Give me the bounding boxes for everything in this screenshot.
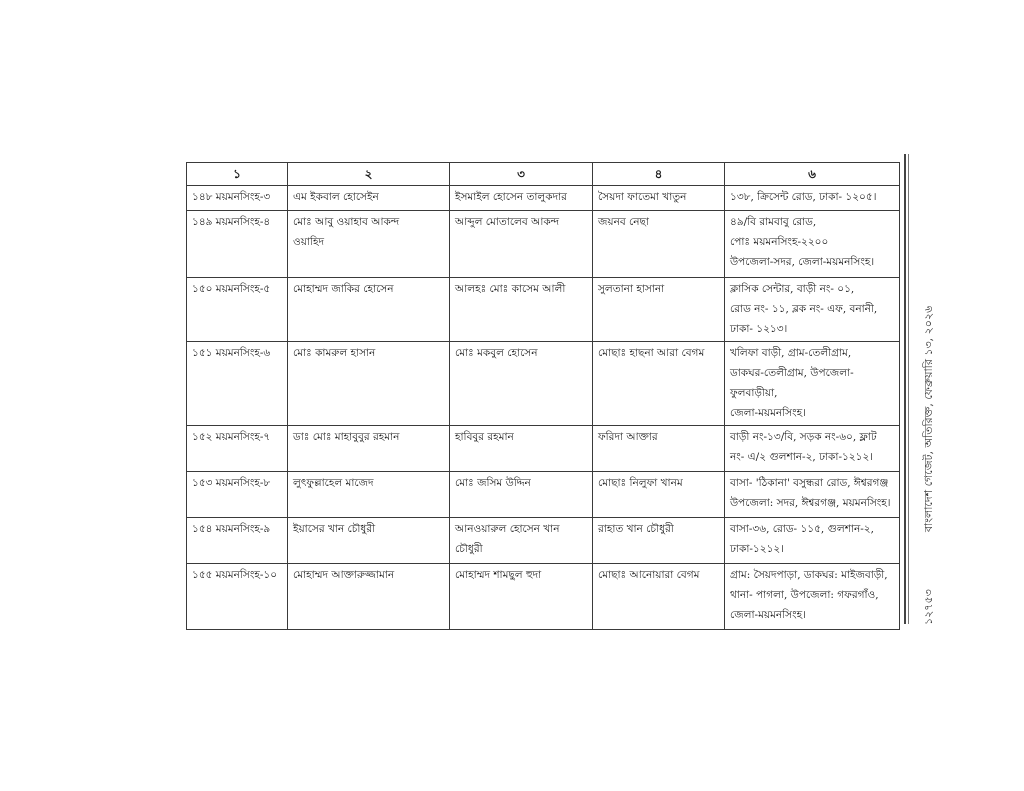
constituency-cell: ১৫৩ ময়মনসিংহ-৮ [187, 472, 288, 518]
column-header-2: ২ [288, 163, 450, 186]
constituency-cell: ১৫১ ময়মনসিংহ-৬ [187, 342, 288, 426]
father-name-cell: মোহাম্মদ শামছুল হুদা [450, 564, 593, 630]
mother-name-cell: সুলতানা হাসানা [593, 278, 725, 342]
running-header: বাংলাদেশ গেজেট, অতিরিক্ত, ফেব্রুয়ারি ১৩, ২০২৬ [922, 305, 935, 532]
mother-name-cell: মোছাঃ আনোয়ারা বেগম [593, 564, 725, 630]
table-row [187, 518, 900, 564]
margin-rule-thick [904, 154, 906, 624]
member-name-cell: এম ইকবাল হোসেইন [288, 186, 450, 211]
members-table [186, 162, 900, 630]
member-name-cell: মোহাম্মদ আক্তারুজ্জামান [288, 564, 450, 630]
member-name-cell: ইয়াসের খান চৌধুরী [288, 518, 450, 564]
column-header-1: ১ [187, 163, 288, 186]
address-cell: বাসা-৩৬, রোড- ১১৫, গুলশান-২, ঢাকা-১২১২। [725, 518, 900, 564]
address-cell: ১৩৮, ক্রিসেন্ট রোড, ঢাকা- ১২০৫। [725, 186, 900, 211]
mother-name-cell: মোছাঃ হাছনা আরা বেগম [593, 342, 725, 426]
member-name-cell: লুৎফুল্লাহেল মাজেদ [288, 472, 450, 518]
father-name-cell: মোঃ জসিম উদ্দিন [450, 472, 593, 518]
address-cell: ৪৯/বি রামবাবু রোড, পোঃ ময়মনসিংহ-২২০০ উপজেলা-সদর, জেলা-ময়মনসিংহ। [725, 211, 900, 278]
margin-rule-thin [908, 154, 909, 624]
mother-name-cell: জয়নব নেছা [593, 211, 725, 278]
table-row [187, 472, 900, 518]
column-header-4: ৪ [593, 163, 725, 186]
constituency-cell: ১৫৫ ময়মনসিংহ-১০ [187, 564, 288, 630]
constituency-cell: ১৪৮ ময়মনসিংহ-৩ [187, 186, 288, 211]
father-name-cell: আলহঃ মোঃ কাসেম আলী [450, 278, 593, 342]
table-row [187, 426, 900, 472]
father-name-cell: আনওয়ারুল হোসেন খান চৌধুরী [450, 518, 593, 564]
page-number: ১২৭৫৩ [922, 589, 935, 625]
table-row [187, 564, 900, 630]
address-cell: খলিফা বাড়ী, গ্রাম-তেলীগ্রাম, ডাকঘর-তেলীগ্রাম, উপজেলা-ফুলবাড়ীয়া, জেলা-ময়মনসিংহ। [725, 342, 900, 426]
address-cell: গ্রাম: সৈয়দপাড়া, ডাকঘর: মাইজবাড়ী, থানা- পাগলা, উপজেলা: গফরগাঁও, জেলা-ময়মনসিংহ। [725, 564, 900, 630]
father-name-cell: হাবিবুর রহমান [450, 426, 593, 472]
father-name-cell: আব্দুল মোতালেব আকন্দ [450, 211, 593, 278]
table-row [187, 278, 900, 342]
constituency-cell: ১৪৯ ময়মনসিংহ-৪ [187, 211, 288, 278]
member-name-cell: মোঃ কামরুল হাসান [288, 342, 450, 426]
member-name-cell: ডাঃ মোঃ মাহাবুবুর রহমান [288, 426, 450, 472]
mother-name-cell: মোছাঃ নিলুফা খানম [593, 472, 725, 518]
constituency-cell: ১৫২ ময়মনসিংহ-৭ [187, 426, 288, 472]
address-cell: বাড়ী নং-১৩/বি, সড়ক নং-৬০, ফ্লাট নং- এ/২ গুলশান-২, ঢাকা-১২১২। [725, 426, 900, 472]
column-header-6: ৬ [725, 163, 900, 186]
member-name-cell: মোঃ আবু ওয়াহাব আকন্দ ওয়াহিদ [288, 211, 450, 278]
address-cell: বাসা- 'ঠিকানা' বসুন্ধরা রোড, ঈশ্বরগঞ্জ উপজেলা: সদর, ঈশ্বরগঞ্জ, ময়মনসিংহ। [725, 472, 900, 518]
mother-name-cell: রাহাত খান চৌধুরী [593, 518, 725, 564]
mother-name-cell: সৈয়দা ফাতেমা খাতুন [593, 186, 725, 211]
table-body [187, 186, 900, 630]
father-name-cell: ইসমাইল হোসেন তালুকদার [450, 186, 593, 211]
mother-name-cell: ফরিদা আক্তার [593, 426, 725, 472]
father-name-cell: মোঃ মকবুল হোসেন [450, 342, 593, 426]
constituency-cell: ১৫০ ময়মনসিংহ-৫ [187, 278, 288, 342]
constituency-cell: ১৫৪ ময়মনসিংহ-৯ [187, 518, 288, 564]
column-header-3: ৩ [450, 163, 593, 186]
table-header [187, 163, 900, 186]
table-row [187, 211, 900, 278]
address-cell: ক্লাসিক সেন্টার, বাড়ী নং- ০১, রোড নং- ১১, ব্লক নং- এফ, বনানী, ঢাকা- ১২১৩। [725, 278, 900, 342]
member-name-cell: মোহাম্মদ জাকির হোসেন [288, 278, 450, 342]
table-row [187, 342, 900, 426]
header-row [187, 163, 900, 186]
table-row [187, 186, 900, 211]
